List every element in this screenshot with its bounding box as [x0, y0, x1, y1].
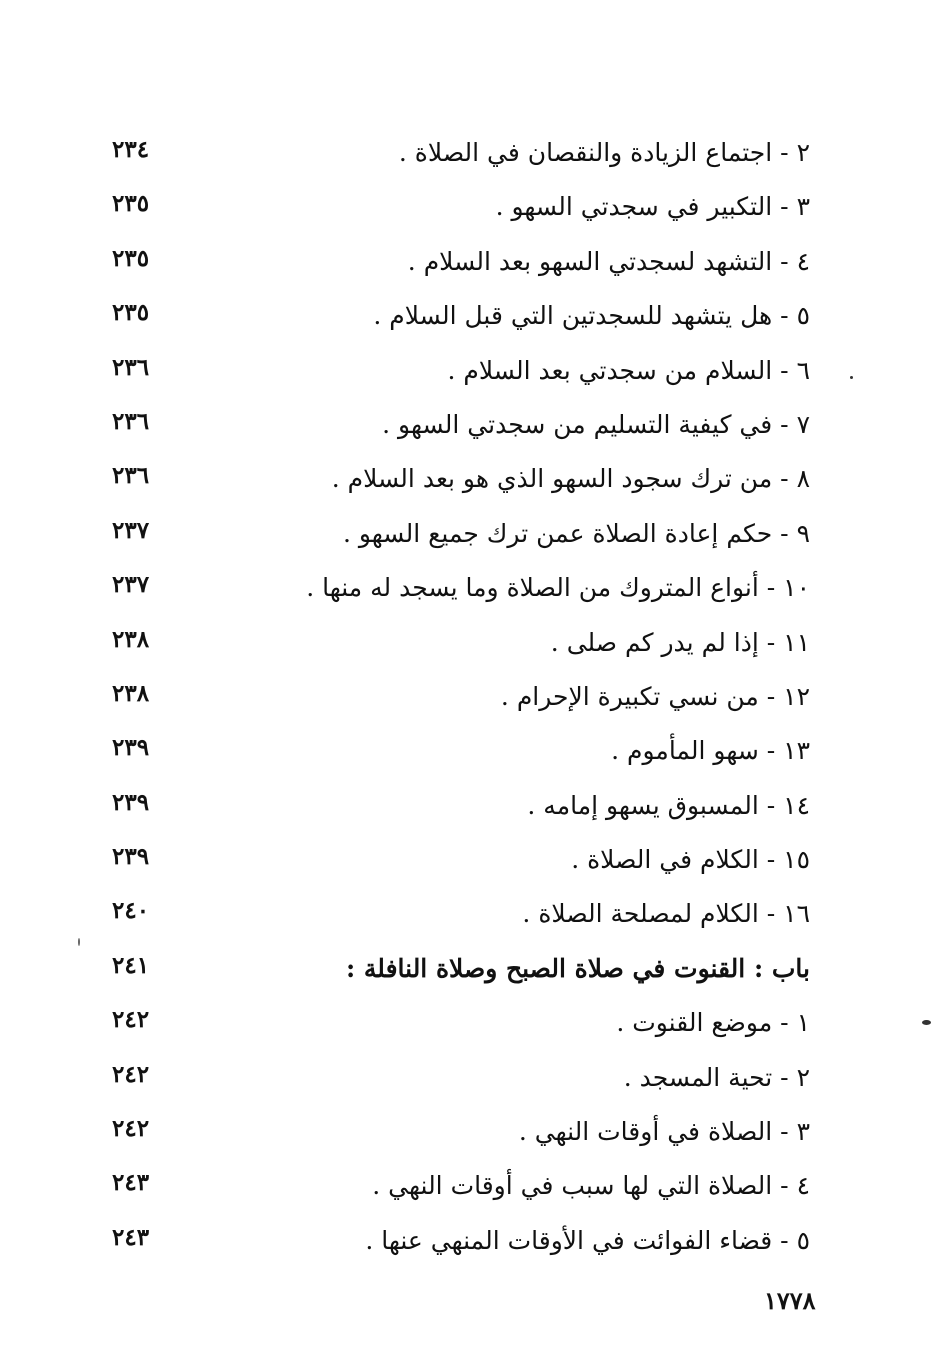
page-folio-number: ١٧٧٨: [764, 1286, 816, 1315]
toc-entry-title: ١٥ - الكلام في الصلاة .: [571, 845, 810, 875]
toc-row: [0, 1159, 938, 1213]
toc-page-number: ٢٣٧: [112, 516, 150, 544]
toc-entry-title: ٦ - السلام من سجدتي بعد السلام .: [447, 355, 810, 385]
toc-entry-title: ٤ - الصلاة التي لها سبب في أوقات النهي .: [372, 1171, 810, 1201]
toc-row: [0, 1051, 938, 1105]
toc-row: [0, 344, 938, 398]
toc-page-number: ٢٤٣: [112, 1169, 150, 1197]
toc-row: [0, 561, 938, 615]
toc-row: [0, 616, 938, 670]
toc-entry-title: ٧ - في كيفية التسليم من سجدتي السهو .: [382, 409, 810, 439]
toc-entry-title: ١٢ - من نسي تكبيرة الإحرام .: [500, 681, 810, 711]
toc-entry-title: ٩ - حكم إعادة الصلاة عمن ترك جميع السهو .: [342, 518, 810, 548]
toc-page-number: ٢٣٨: [112, 625, 150, 653]
toc-entry-title: ٥ - قضاء الفوائت في الأوقات المنهي عنها .: [365, 1225, 810, 1255]
toc-page-number: ٢٣٩: [112, 788, 150, 816]
toc-page-number: ٢٤٠: [112, 897, 150, 925]
toc-section-heading: باب : القنوت في صلاة الصبح وصلاة النافلة :: [345, 953, 810, 983]
toc-row: [0, 507, 938, 561]
toc-page-number: ٢٣٥: [112, 299, 150, 327]
toc-entry-title: ١ - موضع القنوت .: [616, 1008, 810, 1038]
toc-page-number: ٢٣٤: [112, 136, 150, 163]
toc-row: [0, 670, 938, 724]
toc-page-number: ٢٣٥: [112, 244, 150, 272]
toc-row: [0, 180, 938, 234]
toc-row: [0, 724, 938, 778]
toc-entry-title: ١٤ - المسبوق يسهو إمامه .: [527, 790, 810, 820]
toc-page-number: ٢٣٦: [112, 462, 150, 490]
toc-entry-title: ١٦ - الكلام لمصلحة الصلاة .: [522, 899, 810, 929]
toc-row: [0, 887, 938, 941]
toc-row: [0, 1105, 938, 1159]
toc-page-number: ٢٣٥: [112, 190, 150, 218]
toc-row: [0, 289, 938, 343]
toc-entry-title: ٣ - التكبير في سجدتي السهو .: [495, 192, 810, 222]
scan-speck: [850, 376, 853, 379]
toc-entry-title: ٨ - من ترك سجود السهو الذي هو بعد السلام .: [331, 464, 810, 494]
toc-page-number: ٢٤٢: [112, 1006, 150, 1034]
toc-page-number: ٢٤١: [112, 951, 150, 979]
toc-entry-title: ٣ - الصلاة في أوقات النهي .: [518, 1117, 810, 1147]
toc-row: [0, 996, 938, 1050]
toc-page-number: ٢٤٣: [112, 1223, 150, 1251]
toc-row: [0, 235, 938, 289]
toc-row: [0, 452, 938, 506]
toc-entry-title: ١١ - إذا لم يدر كم صلى .: [550, 627, 810, 657]
toc-page-number: ٢٣٧: [112, 571, 150, 599]
toc-row: [0, 398, 938, 452]
toc-page-number: ٢٣٩: [112, 843, 150, 871]
table-of-contents: [0, 126, 938, 1268]
toc-row: [0, 779, 938, 833]
toc-page-number: ٢٤٢: [112, 1060, 150, 1088]
toc-entry-title: ٤ - التشهد لسجدتي السهو بعد السلام .: [407, 246, 810, 276]
scan-speck: [922, 1020, 931, 1025]
toc-page-number: ٢٣٦: [112, 353, 150, 381]
toc-page-number: ٢٣٨: [112, 679, 150, 707]
toc-section-heading-row: [0, 942, 938, 996]
toc-row: [0, 833, 938, 887]
scan-speck: [78, 938, 80, 946]
toc-entry-title: ١٠ - أنواع المتروك من الصلاة وما يسجد له منها .: [306, 573, 810, 603]
toc-entry-title: ٢ - اجتماع الزيادة والنقصان في الصلاة .: [398, 138, 810, 167]
toc-page-number: ٢٣٦: [112, 407, 150, 435]
toc-entry-title: ١٣ - سهو المأموم .: [611, 736, 810, 766]
toc-entry-title: ٥ - هل يتشهد للسجدتين التي قبل السلام .: [373, 301, 810, 331]
toc-page-number: ٢٣٩: [112, 734, 150, 762]
toc-row: [0, 1214, 938, 1268]
toc-page-number: ٢٤٢: [112, 1115, 150, 1143]
toc-row: [0, 126, 938, 180]
toc-entry-title: ٢ - تحية المسجد .: [623, 1062, 810, 1092]
